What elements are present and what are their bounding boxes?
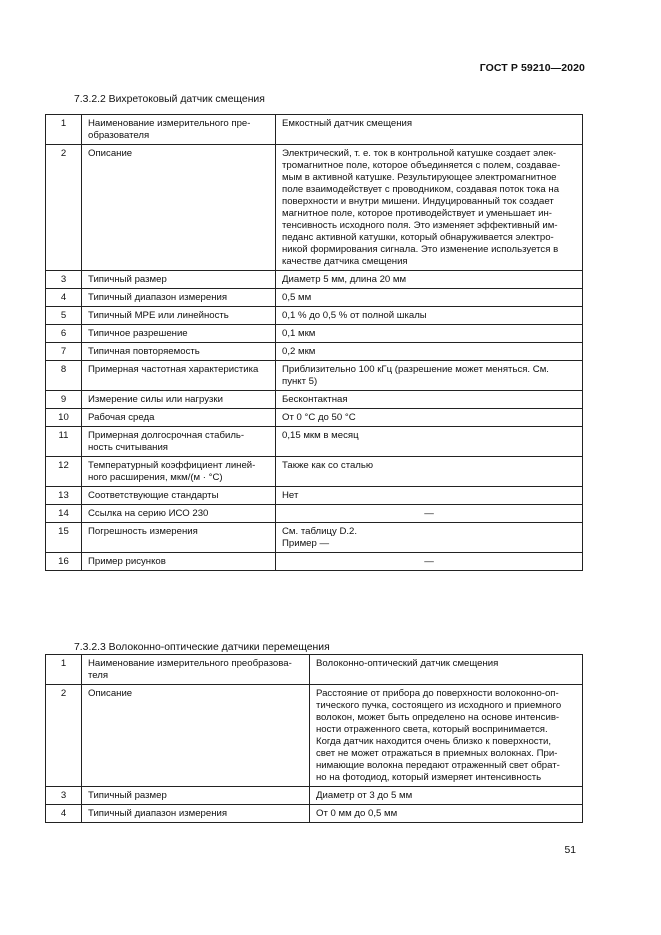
- parameter-value: Емкостный датчик смещения: [276, 115, 583, 145]
- parameter-value: Бесконтактная: [276, 391, 583, 409]
- parameter-name: Рабочая среда: [82, 409, 276, 427]
- table-row: [46, 553, 583, 571]
- parameter-name: Описание: [82, 145, 276, 271]
- table-row: [46, 685, 583, 787]
- table-row: [46, 457, 583, 487]
- table-row: [46, 307, 583, 325]
- table-row: [46, 271, 583, 289]
- table-row: [46, 523, 583, 553]
- table-row: [46, 115, 583, 145]
- fiber-optic-sensor-table: [45, 654, 583, 823]
- table-row: [46, 343, 583, 361]
- parameter-name: Типичная повторяемость: [82, 343, 276, 361]
- row-number: 4: [46, 289, 82, 307]
- row-number: 1: [46, 655, 82, 685]
- row-number: 1: [46, 115, 82, 145]
- section-title-eddy-current: 7.3.2.2 Вихретоковый датчик смещения: [74, 94, 265, 105]
- parameter-name: Измерение силы или нагрузки: [82, 391, 276, 409]
- table-row: [46, 427, 583, 457]
- parameter-value: Также как со сталью: [276, 457, 583, 487]
- row-number: 12: [46, 457, 82, 487]
- row-number: 6: [46, 325, 82, 343]
- row-number: 13: [46, 487, 82, 505]
- section-title-fiber-optic: 7.3.2.3 Волоконно-оптические датчики перемещения: [74, 642, 330, 653]
- table-row: [46, 487, 583, 505]
- parameter-name: Типичный MPE или линейность: [82, 307, 276, 325]
- parameter-value: От 0 мм до 0,5 мм: [310, 805, 583, 823]
- parameter-value: Расстояние от прибора до поверхности волоконно-оп- тического пучка, состоящего из исходного и приемного волокон, может быть определено на основе интенсив- ности отраженного света, который воспринимается. Когда датчик находится очень близко к поверхности, свет не может отражаться в приемных волокнах. При- нимающие волокна передают отраженный свет обрат- но на фотодиод, который измеряет интенсивность: [310, 685, 583, 787]
- parameter-value: См. таблицу D.2. Пример —: [276, 523, 583, 553]
- table-row: [46, 805, 583, 823]
- table-row: [46, 289, 583, 307]
- parameter-name: Наименование измерительного преобразова- теля: [82, 655, 310, 685]
- parameter-value: Волоконно-оптический датчик смещения: [310, 655, 583, 685]
- table-row: [46, 145, 583, 271]
- parameter-value: 0,1 % до 0,5 % от полной шкалы: [276, 307, 583, 325]
- parameter-name: Типичный размер: [82, 271, 276, 289]
- parameter-value: Приблизительно 100 кГц (разрешение может меняться. См. пункт 5): [276, 361, 583, 391]
- row-number: 2: [46, 685, 82, 787]
- page-number: 51: [564, 845, 576, 856]
- parameter-value: Диаметр от 3 до 5 мм: [310, 787, 583, 805]
- parameter-value: 0,2 мкм: [276, 343, 583, 361]
- parameter-name: Типичное разрешение: [82, 325, 276, 343]
- row-number: 2: [46, 145, 82, 271]
- parameter-value: Диаметр 5 мм, длина 20 мм: [276, 271, 583, 289]
- parameter-name: Типичный диапазон измерения: [82, 289, 276, 307]
- parameter-name: Соответствующие стандарты: [82, 487, 276, 505]
- parameter-name: Пример рисунков: [82, 553, 276, 571]
- row-number: 9: [46, 391, 82, 409]
- parameter-value: От 0 °С до 50 °С: [276, 409, 583, 427]
- parameter-name: Погрешность измерения: [82, 523, 276, 553]
- parameter-name: Примерная частотная характеристика: [82, 361, 276, 391]
- parameter-value: 0,15 мкм в месяц: [276, 427, 583, 457]
- table-row: [46, 505, 583, 523]
- row-number: 16: [46, 553, 82, 571]
- parameter-name: Температурный коэффициент линей- ного расширения, мкм/(м · °С): [82, 457, 276, 487]
- table-row: [46, 391, 583, 409]
- row-number: 3: [46, 271, 82, 289]
- table-row: [46, 325, 583, 343]
- parameter-name: Типичный размер: [82, 787, 310, 805]
- parameter-value: Нет: [276, 487, 583, 505]
- row-number: 3: [46, 787, 82, 805]
- row-number: 15: [46, 523, 82, 553]
- table-row: [46, 361, 583, 391]
- parameter-value: —: [276, 553, 583, 571]
- table-row: [46, 409, 583, 427]
- parameter-name: Ссылка на серию ИСО 230: [82, 505, 276, 523]
- eddy-current-sensor-table: [45, 114, 583, 571]
- row-number: 4: [46, 805, 82, 823]
- parameter-name: Описание: [82, 685, 310, 787]
- row-number: 10: [46, 409, 82, 427]
- row-number: 8: [46, 361, 82, 391]
- parameter-name: Наименование измерительного пре- образователя: [82, 115, 276, 145]
- parameter-value: 0,5 мм: [276, 289, 583, 307]
- document-code: ГОСТ Р 59210—2020: [479, 62, 585, 74]
- parameter-value: —: [276, 505, 583, 523]
- parameter-name: Типичный диапазон измерения: [82, 805, 310, 823]
- row-number: 11: [46, 427, 82, 457]
- row-number: 7: [46, 343, 82, 361]
- row-number: 5: [46, 307, 82, 325]
- table-row: [46, 655, 583, 685]
- parameter-value: 0,1 мкм: [276, 325, 583, 343]
- row-number: 14: [46, 505, 82, 523]
- parameter-value: Электрический, т. е. ток в контрольной катушке создает элек- тромагнитное поле, которое объединяется с полем, создавае- мым в активной катушке. Результирующее электромагнитное поле взаимодействует с проводником, создавая поток тока на поверхности и внутри мишени. Индуцированный ток создает магнитное поле, которое противодействует и уменьшает ин- тенсивность исходного поля. Это изменяет эффективный им- педанс активной катушки, который обнаруживается электро- никой формирования сигнала. Это изменение используется в качестве датчика смещения: [276, 145, 583, 271]
- parameter-name: Примерная долгосрочная стабиль- ность считывания: [82, 427, 276, 457]
- table-row: [46, 787, 583, 805]
